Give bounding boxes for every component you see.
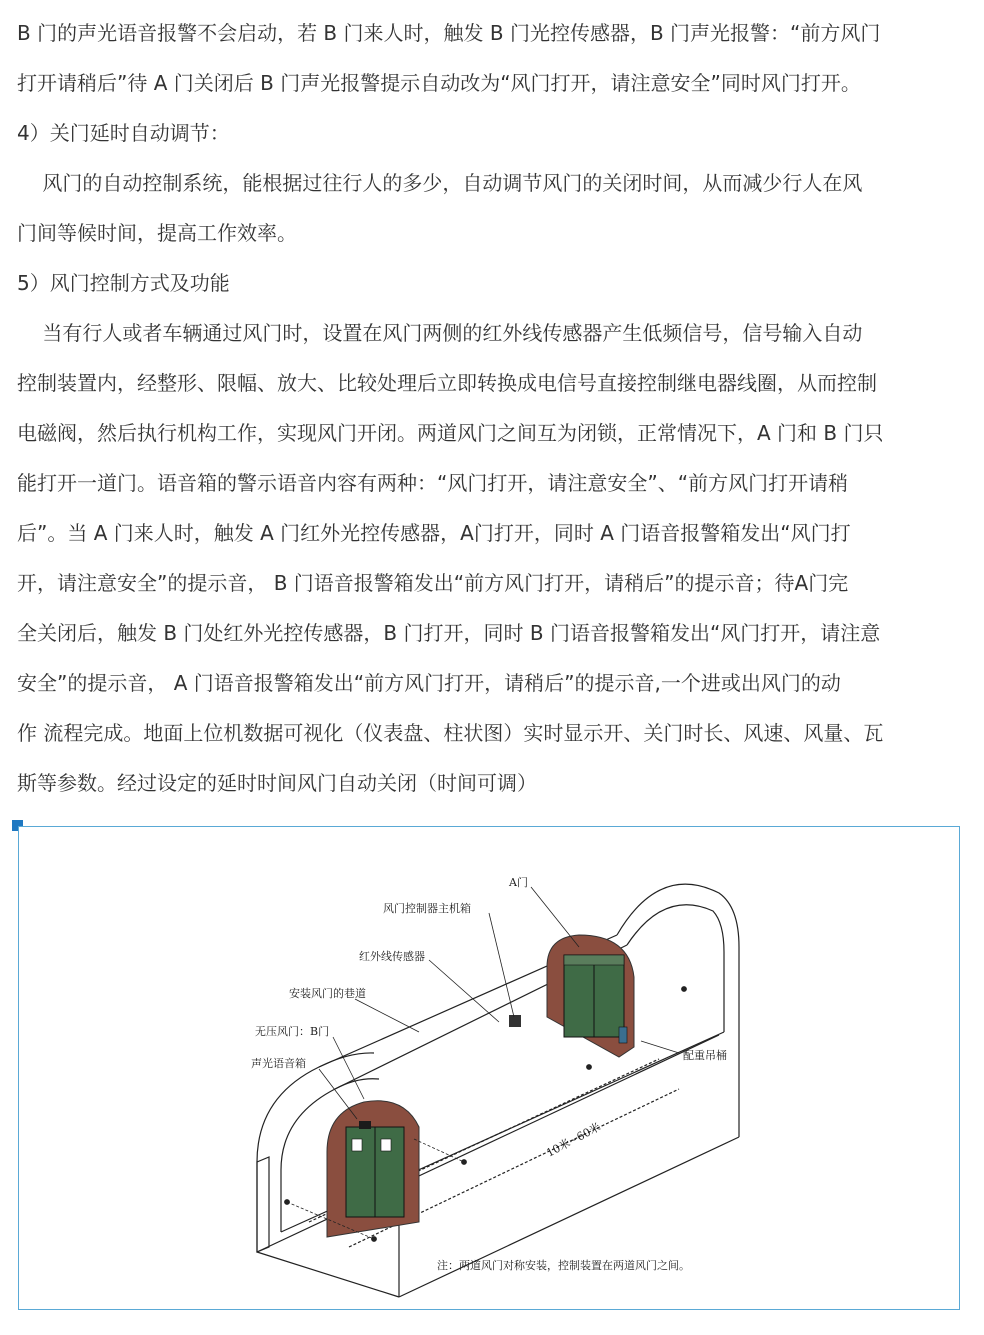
paragraph-line: 控制装置内，经整形、限幅、放大、比较处理后立即转换成电信号直接控制继电器线圈，从而控制 [17, 371, 877, 395]
paragraph-line: 后”。当 A 门来人时，触发 A 门红外光控传感器，A门打开，同时 A 门语音报警箱发出“风门打 [17, 521, 851, 545]
paragraph-line: B 门的声光语音报警不会启动，若 B 门来人时，触发 B 门光控传感器，B 门声光报警：“前方风门 [17, 21, 881, 45]
paragraph-line: 门间等候时间，提高工作效率。 [17, 221, 297, 245]
paragraph-line: 电磁阀，然后执行机构工作，实现风门开闭。两道风门之间互为闭锁，正常情况下，A 门和 B 门只 [17, 421, 884, 445]
paragraph-line: 安全”的提示音， A 门语音报警箱发出“前方风门打开，请稍后”的提示音,一个进或出风门的动 [17, 671, 841, 695]
section-heading: 5）风门控制方式及功能 [17, 271, 230, 295]
paragraph-line: 当有行人或者车辆通过风门时，设置在风门两侧的红外线传感器产生低频信号，信号输入自动 [17, 321, 863, 345]
label-roadway: 安装风门的巷道 [289, 987, 366, 1000]
paragraph-line: 打开请稍后”待 A 门关闭后 B 门声光报警提示自动改为“风门打开，请注意安全”同时风门打开。 [17, 71, 861, 95]
paragraph-line: 全关闭后，触发 B 门处红外光控传感器，B 门打开，同时 B 门语音报警箱发出“风门打开，请注意 [17, 621, 881, 645]
controller-box [509, 1015, 521, 1027]
label-sound-box: 声光语音箱 [251, 1057, 306, 1070]
paragraph-line: 能打开一道门。语音箱的警示语音内容有两种：“风门打开，请注意安全”、“前方风门打开请稍 [17, 471, 849, 495]
door-b [327, 1101, 419, 1237]
door-a [547, 935, 634, 1057]
label-counterweight: 配重吊桶 [683, 1049, 727, 1062]
paragraph-line: 作 流程完成。地面上位机数据可视化（仪表盘、柱状图）实时显示开、关门时长、风速、风量、瓦 [17, 721, 884, 745]
section-heading: 4）关门延时自动调节： [17, 121, 230, 145]
paragraph-line: 风门的自动控制系统，能根据过往行人的多少，自动调节风门的关闭时间，从而减少行人在风 [17, 171, 863, 195]
paragraph-line: 开，请注意安全”的提示音， B 门语音报警箱发出“前方风门打开，请稍后”的提示音；待A门完 [17, 571, 849, 595]
figure-note: 注：两道风门对称安装，控制装置在两道风门之间。 [437, 1259, 690, 1272]
label-controller: 风门控制器主机箱 [383, 902, 471, 915]
label-ir-sensor: 红外线传感器 [359, 950, 425, 963]
tunnel-diagram [19, 827, 959, 1309]
label-door-b: 无压风门：B门 [255, 1025, 330, 1038]
label-door-a: A门 [509, 876, 528, 889]
paragraph-line: 斯等参数。经过设定的延时时间风门自动关闭（时间可调） [17, 771, 537, 795]
label-distance: 10米~60米 [544, 1120, 603, 1160]
